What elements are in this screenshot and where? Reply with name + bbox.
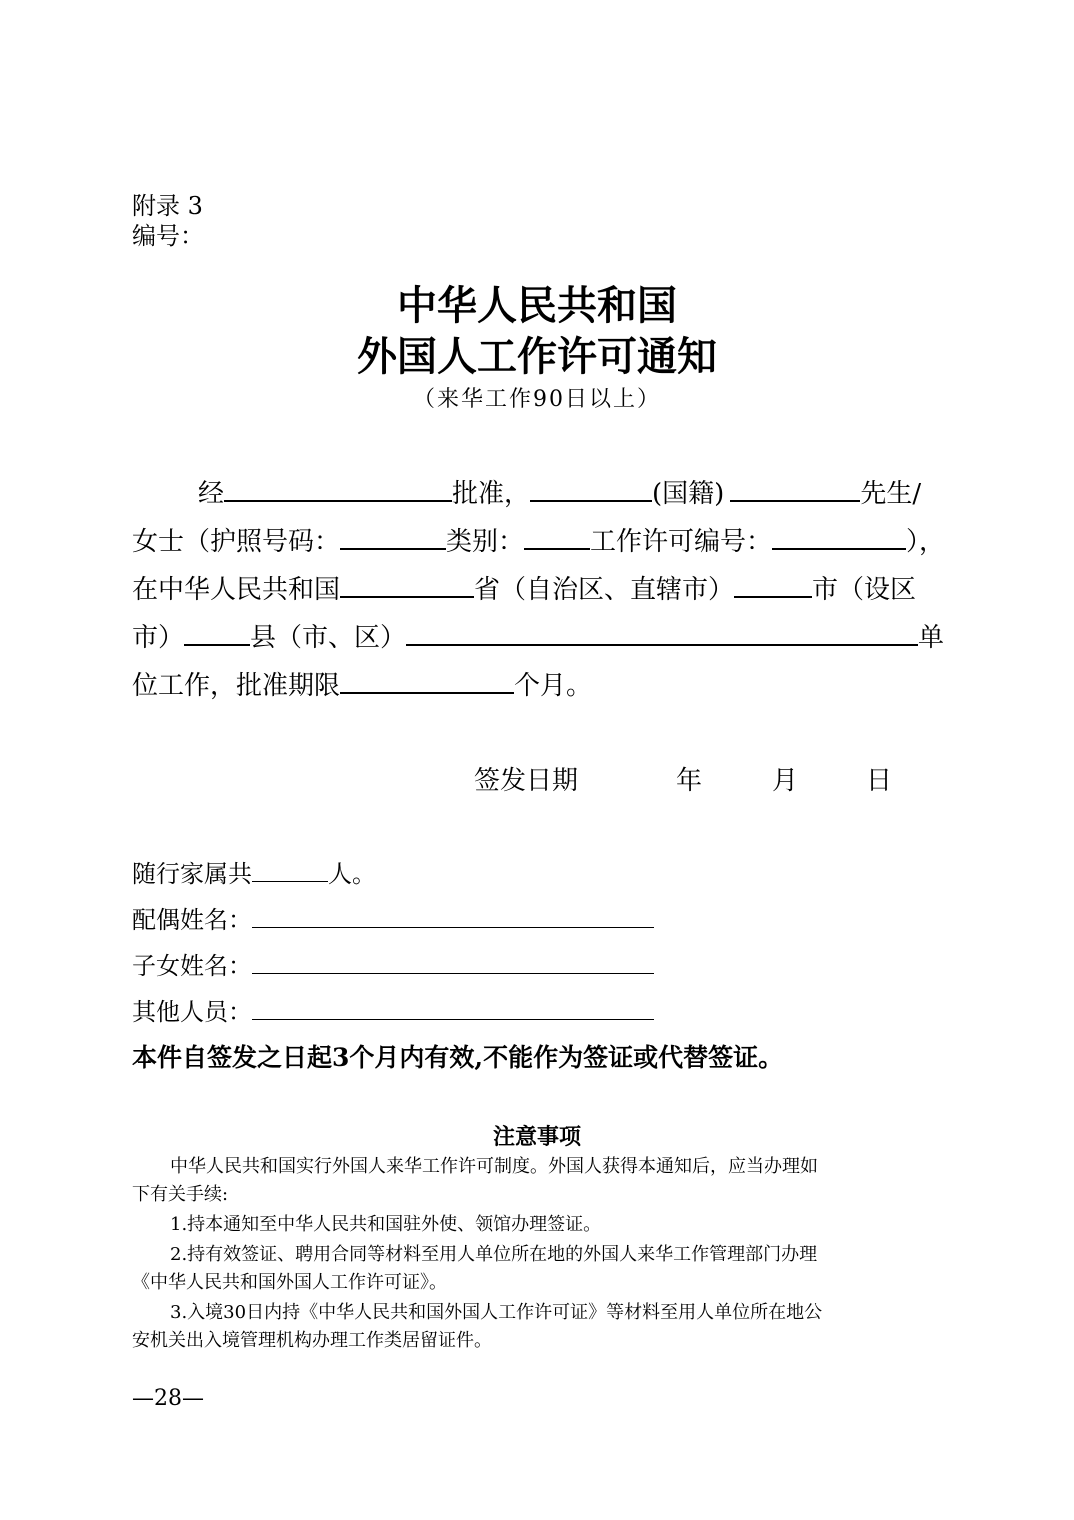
approved-period-blank[interactable] bbox=[340, 666, 514, 694]
appendix-label: 附录 3 bbox=[132, 192, 203, 220]
issue-date-day: 日 bbox=[866, 766, 893, 796]
children-name-line: 子女姓名： bbox=[132, 946, 654, 981]
spouse-name-blank[interactable] bbox=[252, 903, 654, 928]
name-blank[interactable] bbox=[730, 474, 860, 502]
family-count-line: 随行家属共 人。 bbox=[132, 854, 376, 889]
city-blank[interactable] bbox=[734, 570, 812, 598]
body-line-1: 经 批准， (国籍) 先生/ bbox=[198, 474, 921, 511]
title-line-2: 外国人工作许可通知 bbox=[357, 333, 717, 380]
issue-date-year: 年 bbox=[676, 766, 703, 796]
issue-date-month: 月 bbox=[772, 766, 799, 796]
employer-unit-blank[interactable] bbox=[406, 618, 918, 646]
title-line-1: 中华人民共和国 bbox=[397, 282, 677, 329]
passport-number-blank[interactable] bbox=[340, 522, 446, 550]
notes-item-1: 1.持本通知至中华人民共和国驻外使、领馆办理签证。 bbox=[170, 1214, 602, 1235]
county-blank[interactable] bbox=[184, 618, 250, 646]
notes-title: 注意事项 bbox=[492, 1124, 581, 1150]
notes-item-3-line-1: 3.入境30日内持《中华人民共和国外国人工作许可证》等材料至用人单位所在地公 bbox=[170, 1302, 823, 1323]
province-blank[interactable] bbox=[340, 570, 474, 598]
approving-authority-blank[interactable] bbox=[224, 474, 452, 502]
body-line-5: 位工作，批准期限 个月。 bbox=[132, 666, 592, 703]
notes-item-2-line-2: 《中华人民共和国外国人工作许可证》。 bbox=[132, 1272, 447, 1293]
spouse-name-line: 配偶姓名： bbox=[132, 900, 654, 935]
notes-item-2-line-1: 2.持有效签证、聘用合同等材料至用人单位所在地的外国人来华工作管理部门办理 bbox=[170, 1244, 818, 1265]
body-line-4: 市） 县（市、区） 单 bbox=[132, 618, 944, 655]
notes-intro-line-2: 下有关手续: bbox=[132, 1184, 229, 1205]
validity-notice: 本件自签发之日起3个月内有效,不能作为签证或代替签证。 bbox=[132, 1043, 784, 1072]
permit-number-blank[interactable] bbox=[772, 522, 906, 550]
serial-number-label: 编号： bbox=[132, 222, 204, 250]
notes-item-3-line-2: 安机关出入境管理机构办理工作类居留证件。 bbox=[132, 1330, 492, 1351]
others-name-line: 其他人员： bbox=[132, 992, 654, 1027]
nationality-blank[interactable] bbox=[530, 474, 652, 502]
notes-intro-line-1: 中华人民共和国实行外国人来华工作许可制度。外国人获得本通知后，应当办理如 bbox=[170, 1156, 818, 1177]
category-blank[interactable] bbox=[524, 522, 590, 550]
body-line-2: 女士（护照号码： 类别： 工作许可编号： ）， bbox=[132, 522, 945, 559]
issue-date-label: 签发日期 bbox=[474, 766, 579, 796]
page-number: —28— bbox=[132, 1386, 204, 1411]
others-name-blank[interactable] bbox=[252, 995, 654, 1020]
family-count-blank[interactable] bbox=[252, 857, 328, 882]
subtitle: （来华工作90日以上） bbox=[413, 387, 661, 412]
children-name-blank[interactable] bbox=[252, 949, 654, 974]
body-line-3: 在中华人民共和国 省（自治区、直辖市） 市（设区 bbox=[132, 570, 916, 607]
